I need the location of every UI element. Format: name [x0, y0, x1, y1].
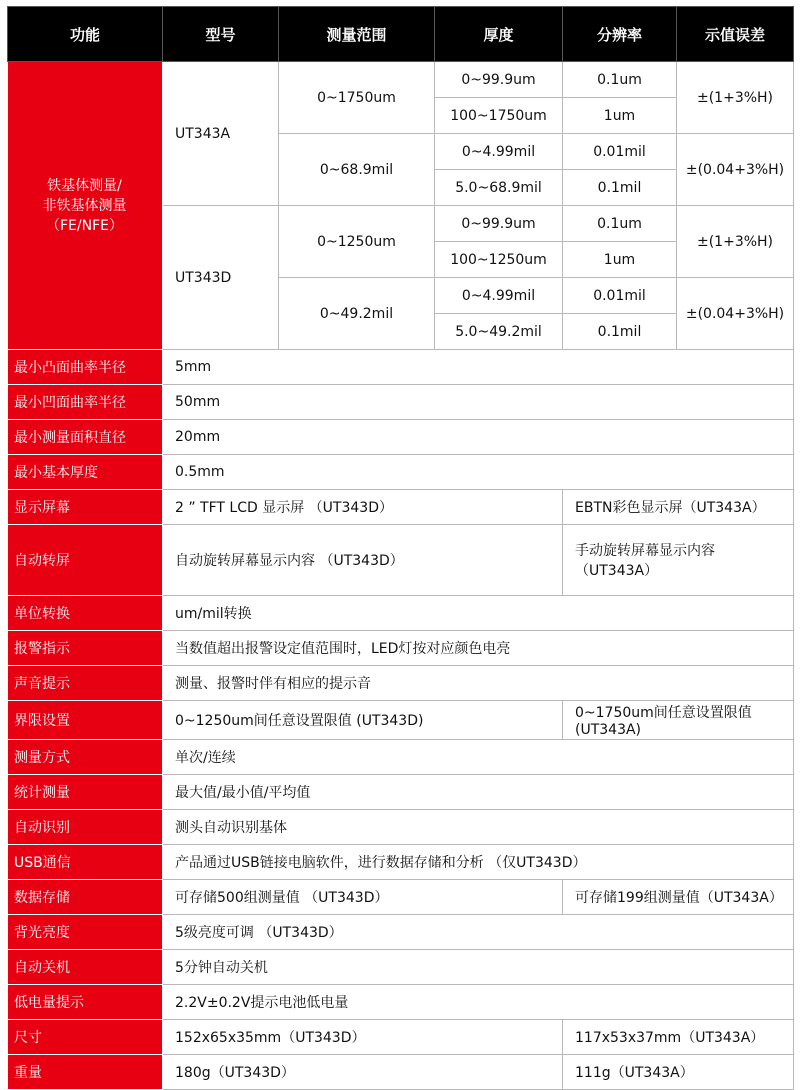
spec-value-ut343d: 152x65x35mm（UT343D） — [163, 1020, 563, 1055]
spec-label: 显示屏幕 — [8, 490, 163, 525]
spec-label: 最小凹面曲率半径 — [8, 385, 163, 420]
table-row — [8, 525, 794, 596]
table-row — [8, 1055, 794, 1090]
spec-value: 5级亮度可调 （UT343D） — [163, 915, 794, 950]
spec-value-ut343a: 111g（UT343A） — [563, 1055, 794, 1090]
spec-table — [7, 6, 794, 1090]
spec-value: 最大值/最小值/平均值 — [163, 775, 794, 810]
spec-value: um/mil转换 — [163, 596, 794, 631]
spec-value: 单次/连续 — [163, 740, 794, 775]
group-label-line: （FE/NFE） — [46, 217, 123, 234]
resolution-cell: 0.01mil — [563, 134, 677, 170]
table-row — [8, 701, 794, 740]
resolution-cell: 1um — [563, 242, 677, 278]
spec-label: 自动关机 — [8, 950, 163, 985]
thickness-cell: 0~99.9um — [435, 206, 563, 242]
spec-value-ut343d: 可存储500组测量值 （UT343D） — [163, 880, 563, 915]
spec-label: 单位转换 — [8, 596, 163, 631]
table-row — [8, 490, 794, 525]
spec-value-ut343a: 117x53x37mm（UT343A） — [563, 1020, 794, 1055]
spec-label: USB通信 — [8, 845, 163, 880]
thickness-cell: 5.0~49.2mil — [435, 314, 563, 350]
spec-label: 声音提示 — [8, 666, 163, 701]
spec-value: 20mm — [163, 420, 794, 455]
spec-value: 当数值超出报警设定值范围时，LED灯按对应颜色电亮 — [163, 631, 794, 666]
spec-value: 5mm — [163, 350, 794, 385]
spec-value-ut343d: 0~1250um间任意设置限值 (UT343D) — [163, 701, 563, 740]
thickness-cell: 5.0~68.9mil — [435, 170, 563, 206]
error-cell: ±(1+3%H) — [677, 206, 794, 278]
header-resolution: 分辨率 — [563, 7, 677, 62]
header-range: 测量范围 — [279, 7, 435, 62]
table-row — [8, 385, 794, 420]
resolution-cell: 0.01mil — [563, 278, 677, 314]
resolution-cell: 0.1um — [563, 206, 677, 242]
spec-value: 测量、报警时伴有相应的提示音 — [163, 666, 794, 701]
error-cell: ±(1+3%H) — [677, 62, 794, 134]
table-row — [8, 631, 794, 666]
range-cell: 0~1250um — [279, 206, 435, 278]
spec-value-ut343a: EBTN彩色显示屏（UT343A） — [563, 490, 794, 525]
table-row — [8, 666, 794, 701]
spec-value: 2.2V±0.2V提示电池低电量 — [163, 985, 794, 1020]
table-row — [8, 62, 794, 98]
spec-label: 测量方式 — [8, 740, 163, 775]
spec-value-ut343d: 2 ” TFT LCD 显示屏 （UT343D） — [163, 490, 563, 525]
header-model: 型号 — [163, 7, 279, 62]
resolution-cell: 0.1mil — [563, 314, 677, 350]
thickness-cell: 0~4.99mil — [435, 134, 563, 170]
spec-label: 重量 — [8, 1055, 163, 1090]
thickness-cell: 0~99.9um — [435, 62, 563, 98]
range-cell: 0~49.2mil — [279, 278, 435, 350]
table-row — [8, 775, 794, 810]
model-name: UT343A — [163, 62, 279, 206]
spec-label: 尺寸 — [8, 1020, 163, 1055]
header-row — [8, 7, 794, 62]
spec-label: 统计测量 — [8, 775, 163, 810]
table-row — [8, 420, 794, 455]
spec-label: 自动识别 — [8, 810, 163, 845]
spec-value: 产品通过USB链接电脑软件，进行数据存储和分析 （仅UT343D） — [163, 845, 794, 880]
table-row — [8, 950, 794, 985]
resolution-cell: 0.1mil — [563, 170, 677, 206]
header-error: 示值误差 — [677, 7, 794, 62]
header-function: 功能 — [8, 7, 163, 62]
spec-label: 最小凸面曲率半径 — [8, 350, 163, 385]
table-row — [8, 350, 794, 385]
spec-value-ut343d: 自动旋转屏幕显示内容 （UT343D） — [163, 525, 563, 596]
spec-label: 背光亮度 — [8, 915, 163, 950]
table-row — [8, 740, 794, 775]
table-row — [8, 810, 794, 845]
error-cell: ±(0.04+3%H) — [677, 278, 794, 350]
resolution-cell: 0.1um — [563, 62, 677, 98]
error-cell: ±(0.04+3%H) — [677, 134, 794, 206]
thickness-cell: 0~4.99mil — [435, 278, 563, 314]
resolution-cell: 1um — [563, 98, 677, 134]
spec-label: 界限设置 — [8, 701, 163, 740]
group-label — [8, 62, 163, 350]
spec-label: 低电量提示 — [8, 985, 163, 1020]
spec-label: 数据存储 — [8, 880, 163, 915]
range-cell: 0~68.9mil — [279, 134, 435, 206]
table-row — [8, 596, 794, 631]
spec-label: 最小测量面积直径 — [8, 420, 163, 455]
spec-sheet — [7, 6, 793, 1090]
table-row — [8, 1020, 794, 1055]
group-label-line: 非铁基体测量 — [42, 197, 127, 214]
spec-value: 测头自动识别基体 — [163, 810, 794, 845]
table-row — [8, 455, 794, 490]
thickness-cell: 100~1250um — [435, 242, 563, 278]
spec-value-ut343a: 0~1750um间任意设置限值 (UT343A) — [563, 701, 794, 740]
table-row — [8, 985, 794, 1020]
spec-value: 50mm — [163, 385, 794, 420]
group-label-line: 铁基体测量/ — [47, 177, 122, 194]
spec-value-ut343a: 可存储199组测量值（UT343A） — [563, 880, 794, 915]
spec-label: 自动转屏 — [8, 525, 163, 596]
table-row — [8, 845, 794, 880]
thickness-cell: 100~1750um — [435, 98, 563, 134]
model-name: UT343D — [163, 206, 279, 350]
spec-value: 0.5mm — [163, 455, 794, 490]
header-thickness: 厚度 — [435, 7, 563, 62]
spec-value-ut343a: 手动旋转屏幕显示内容 （UT343A） — [563, 525, 794, 596]
range-cell: 0~1750um — [279, 62, 435, 134]
spec-label: 报警指示 — [8, 631, 163, 666]
table-row — [8, 915, 794, 950]
spec-value: 5分钟自动关机 — [163, 950, 794, 985]
spec-label: 最小基本厚度 — [8, 455, 163, 490]
spec-value-ut343d: 180g（UT343D） — [163, 1055, 563, 1090]
table-row — [8, 880, 794, 915]
